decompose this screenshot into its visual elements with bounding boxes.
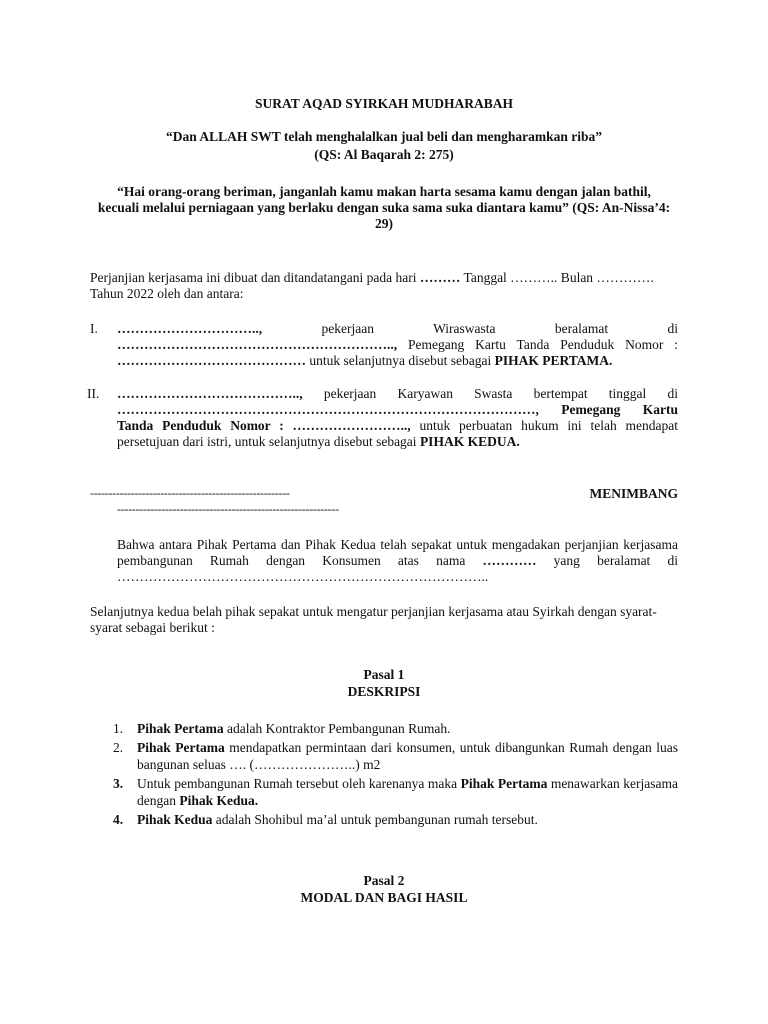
list-item [113,811,678,828]
bahwa-line2-a: pembangunan Rumah dengan Konsumen atas nama [117,553,483,568]
pasal2-heading: Pasal 2 [363,873,405,888]
intro-line1 [90,269,690,286]
intro-text-a: Perjanjian kerjasama ini dibuat dan ditandatangani pada hari [90,270,420,285]
party1-line1-rest: pekerjaan Wiraswasta beralamat di [321,321,678,336]
party1-numeral: I. [90,321,98,336]
party1-line1 [117,320,678,337]
party1-address-blank: …………………………………………………….., [117,337,398,352]
intro-line2: Tahun 2022 oleh dan antara: [90,286,244,301]
quote-nissa-line1: “Hai orang-orang beriman, janganlah kamu makan harta sesama kamu dengan jalan bathil, [117,184,651,199]
party2-line1 [117,385,678,402]
menimbang-dashes-left: ------------------------------------------------------ [90,486,290,500]
list-item-number: 1. [113,721,124,736]
intro-day-blank: ……… [419,270,461,285]
party2-line2 [117,401,678,418]
list-item-number: 2. [113,740,124,755]
selanjutnya-line2: syarat sebagai berikut : [90,620,215,635]
pasal1-heading: Pasal 1 [363,667,405,682]
party2-line4-text: persetujuan dari istri, untuk selanjutnya disebut sebagai [117,434,420,449]
bahwa-consumer-blank: ………… [482,553,537,568]
selanjutnya-line1: Selanjutnya kedua belah pihak sepakat untuk mengatur perjanjian kerjasama atau Syirkah dengan syarat- [90,604,657,619]
list-item-number: 4. [113,812,124,827]
list-item [113,720,678,737]
list-item-text: mendapatkan permintaan dari konsumen, untuk dibangunkan Rumah dengan luas bangunan seluas …. (…………………..) m2 [137,740,678,772]
party1-ktp-blank: …………………………………… [117,353,306,368]
party2-line4 [117,433,678,450]
bahwa-line2-b: yang beralamat di [536,553,678,568]
list-item-text: adalah Kontraktor Pembangunan Rumah. [223,721,451,736]
quote-baqarah-source: (QS: Al Baqarah 2: 275) [314,147,454,162]
menimbang-dashes-right: ------------------------------------------------------------ [117,502,339,516]
party1-line3-rest: untuk selanjutnya disebut sebagai [306,353,495,368]
list-item-bold: Pihak Pertama [460,776,548,791]
list-item-bold-2: Pihak Kedua. [179,793,259,808]
quote-nissa-line2: kecuali melalui perniagaan yang berlaku dengan suka sama suka diantara kamu” (QS: An-Nissa’4: [97,200,671,215]
pasal1-list [113,720,678,830]
bahwa-line2 [117,552,678,569]
party2-label: PIHAK KEDUA. [419,434,520,449]
list-item [113,739,678,773]
party1-name-blank: ………………………….., [117,321,263,336]
bahwa-line1: Bahwa antara Pihak Pertama dan Pihak Kedua telah sepakat untuk mengadakan perjanjian kerjasama [117,537,678,552]
list-item-text: adalah Shohibul ma’al untuk pembangunan rumah tersebut. [212,812,538,827]
party2-line3-rest: untuk perbuatan hukum ini telah mendapat [410,418,678,433]
list-item-text-pre: Untuk pembangunan Rumah tersebut oleh karenanya maka [137,776,461,791]
party1-line3 [117,352,678,369]
intro-text-c: Tanggal ……….. Bulan …………. [460,270,654,285]
list-item-number: 3. [113,776,124,791]
bahwa-address-blank: ……………………………………………………………………….. [117,569,489,584]
list-item-bold: Pihak Kedua [137,812,213,827]
document-title: SURAT AQAD SYIRKAH MUDHARABAH [255,96,513,111]
party2-line1-rest: pekerjaan Karyawan Swasta bertempat tinggal di [323,386,678,401]
party1-label: PIHAK PERTAMA. [494,353,613,368]
party2-address-blank: …………………………………………………………………………………, [117,402,539,417]
party2-name-blank: ………………………………….., [117,386,303,401]
quote-nissa-line3: 29) [375,216,393,231]
party2-numeral: II. [87,386,100,401]
party1-line2-rest: Pemegang Kartu Tanda Penduduk Nomor : [397,337,678,352]
list-item-bold: Pihak Pertama [137,721,224,736]
pasal1-subheading: DESKRIPSI [347,684,421,699]
list-item-bold: Pihak Pertama [137,740,225,755]
pasal2-subheading: MODAL DAN BAGI HASIL [300,890,468,905]
party2-ktp-label-b: Tanda Penduduk Nomor : …………………….., [117,418,411,433]
party2-line3 [117,417,678,434]
party1-line2 [117,336,678,353]
menimbang-heading: MENIMBANG [589,486,678,501]
list-item [113,775,678,809]
list-item-text: menawarkan kerjasama dengan [137,776,678,808]
party2-ktp-label-a: Pemegang Kartu [561,402,679,417]
quote-baqarah-text: “Dan ALLAH SWT telah menghalalkan jual beli dan mengharamkan riba” [166,129,602,144]
